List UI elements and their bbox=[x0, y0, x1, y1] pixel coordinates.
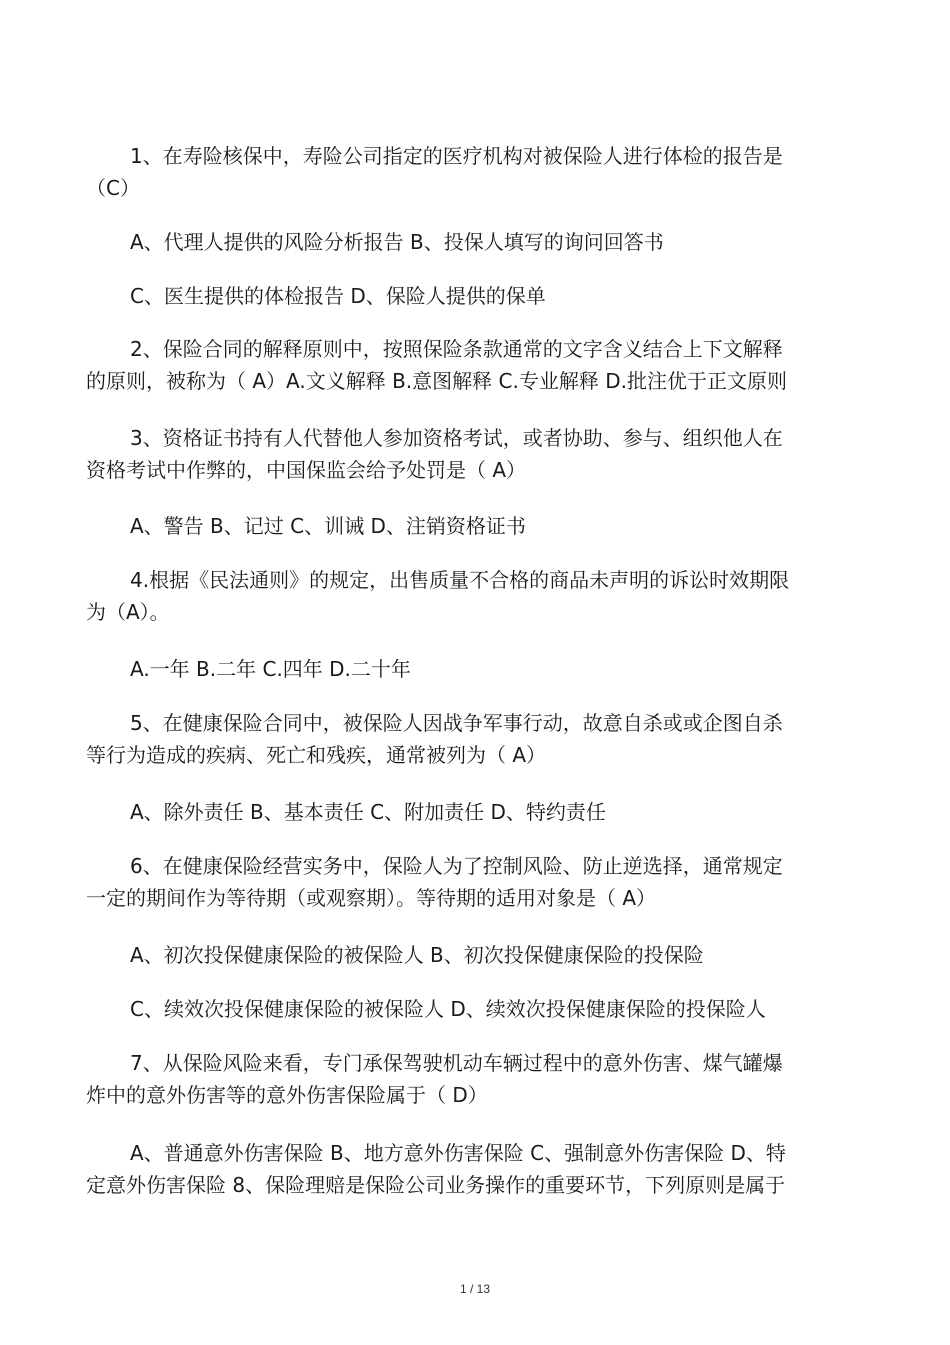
text-line: A、代理人提供的风险分析报告 B、投保人填写的询问回答书 bbox=[130, 230, 664, 254]
text-line: 2、保险合同的解释原则中，按照保险条款通常的文字含义结合上下文解释 bbox=[130, 337, 783, 361]
text-line: C、医生提供的体检报告 D、保险人提供的保单 bbox=[130, 284, 546, 308]
text-line: A、初次投保健康保险的被保险人 B、初次投保健康保险的投保险 bbox=[130, 943, 704, 967]
question-4 bbox=[0, 564, 950, 628]
text-line: 一定的期间作为等待期（或观察期）。等待期的适用对象是（ A） bbox=[86, 886, 657, 910]
text-line: 为（A）。 bbox=[86, 600, 170, 624]
question-4-options bbox=[0, 653, 950, 685]
text-line: C、续效次投保健康保险的被保险人 D、续效次投保健康保险的投保险人 bbox=[130, 997, 766, 1021]
text-line: 等行为造成的疾病、死亡和残疾，通常被列为（ A） bbox=[86, 743, 547, 767]
text-line: A.一年 B.二年 C.四年 D.二十年 bbox=[130, 657, 411, 681]
text-line: 的原则，被称为（ A）A.文义解释 B.意图解释 C.专业解释 D.批注优于正文原则 bbox=[86, 369, 787, 393]
question-3-options bbox=[0, 510, 950, 542]
text-line: 5、在健康保险合同中，被保险人因战争军事行动，故意自杀或或企图自杀 bbox=[130, 711, 783, 735]
page-number: 1 / 13 bbox=[459, 1282, 491, 1296]
question-7 bbox=[0, 1047, 950, 1111]
text-line: 6、在健康保险经营实务中，保险人为了控制风险、防止逆选择，通常规定 bbox=[130, 854, 783, 878]
text-line: 炸中的意外伤害等的意外伤害保险属于（ D） bbox=[86, 1083, 488, 1107]
text-line: 定意外伤害保险 8、保险理赔是保险公司业务操作的重要环节，下列原则是属于 bbox=[86, 1173, 786, 1197]
text-line: 3、资格证书持有人代替他人参加资格考试，或者协助、参与、组织他人在 bbox=[130, 426, 783, 450]
question-6 bbox=[0, 850, 950, 914]
question-1-options-a bbox=[0, 226, 950, 258]
question-5 bbox=[0, 707, 950, 771]
text-line: A、普通意外伤害保险 B、地方意外伤害保险 C、强制意外伤害保险 D、特 bbox=[130, 1141, 786, 1165]
text-line: A、除外责任 B、基本责任 C、附加责任 D、特约责任 bbox=[130, 800, 606, 824]
text-line: 1、在寿险核保中，寿险公司指定的医疗机构对被保险人进行体检的报告是 bbox=[130, 144, 783, 168]
text-line: A、警告 B、记过 C、训诫 D、注销资格证书 bbox=[130, 514, 526, 538]
question-1 bbox=[0, 140, 950, 204]
question-1-options-c bbox=[0, 280, 950, 312]
question-7-options bbox=[0, 1137, 950, 1201]
question-5-options bbox=[0, 796, 950, 828]
question-6-options-a bbox=[0, 939, 950, 971]
text-line: （C） bbox=[86, 176, 140, 200]
question-2 bbox=[0, 333, 950, 397]
text-line: 7、从保险风险来看，专门承保驾驶机动车辆过程中的意外伤害、煤气罐爆 bbox=[130, 1051, 783, 1075]
text-line: 4.根据《民法通则》的规定，出售质量不合格的商品未声明的诉讼时效期限 bbox=[130, 568, 790, 592]
question-3 bbox=[0, 422, 950, 486]
text-line: 资格考试中作弊的，中国保监会给予处罚是（ A） bbox=[86, 458, 527, 482]
question-6-options-c bbox=[0, 993, 950, 1025]
